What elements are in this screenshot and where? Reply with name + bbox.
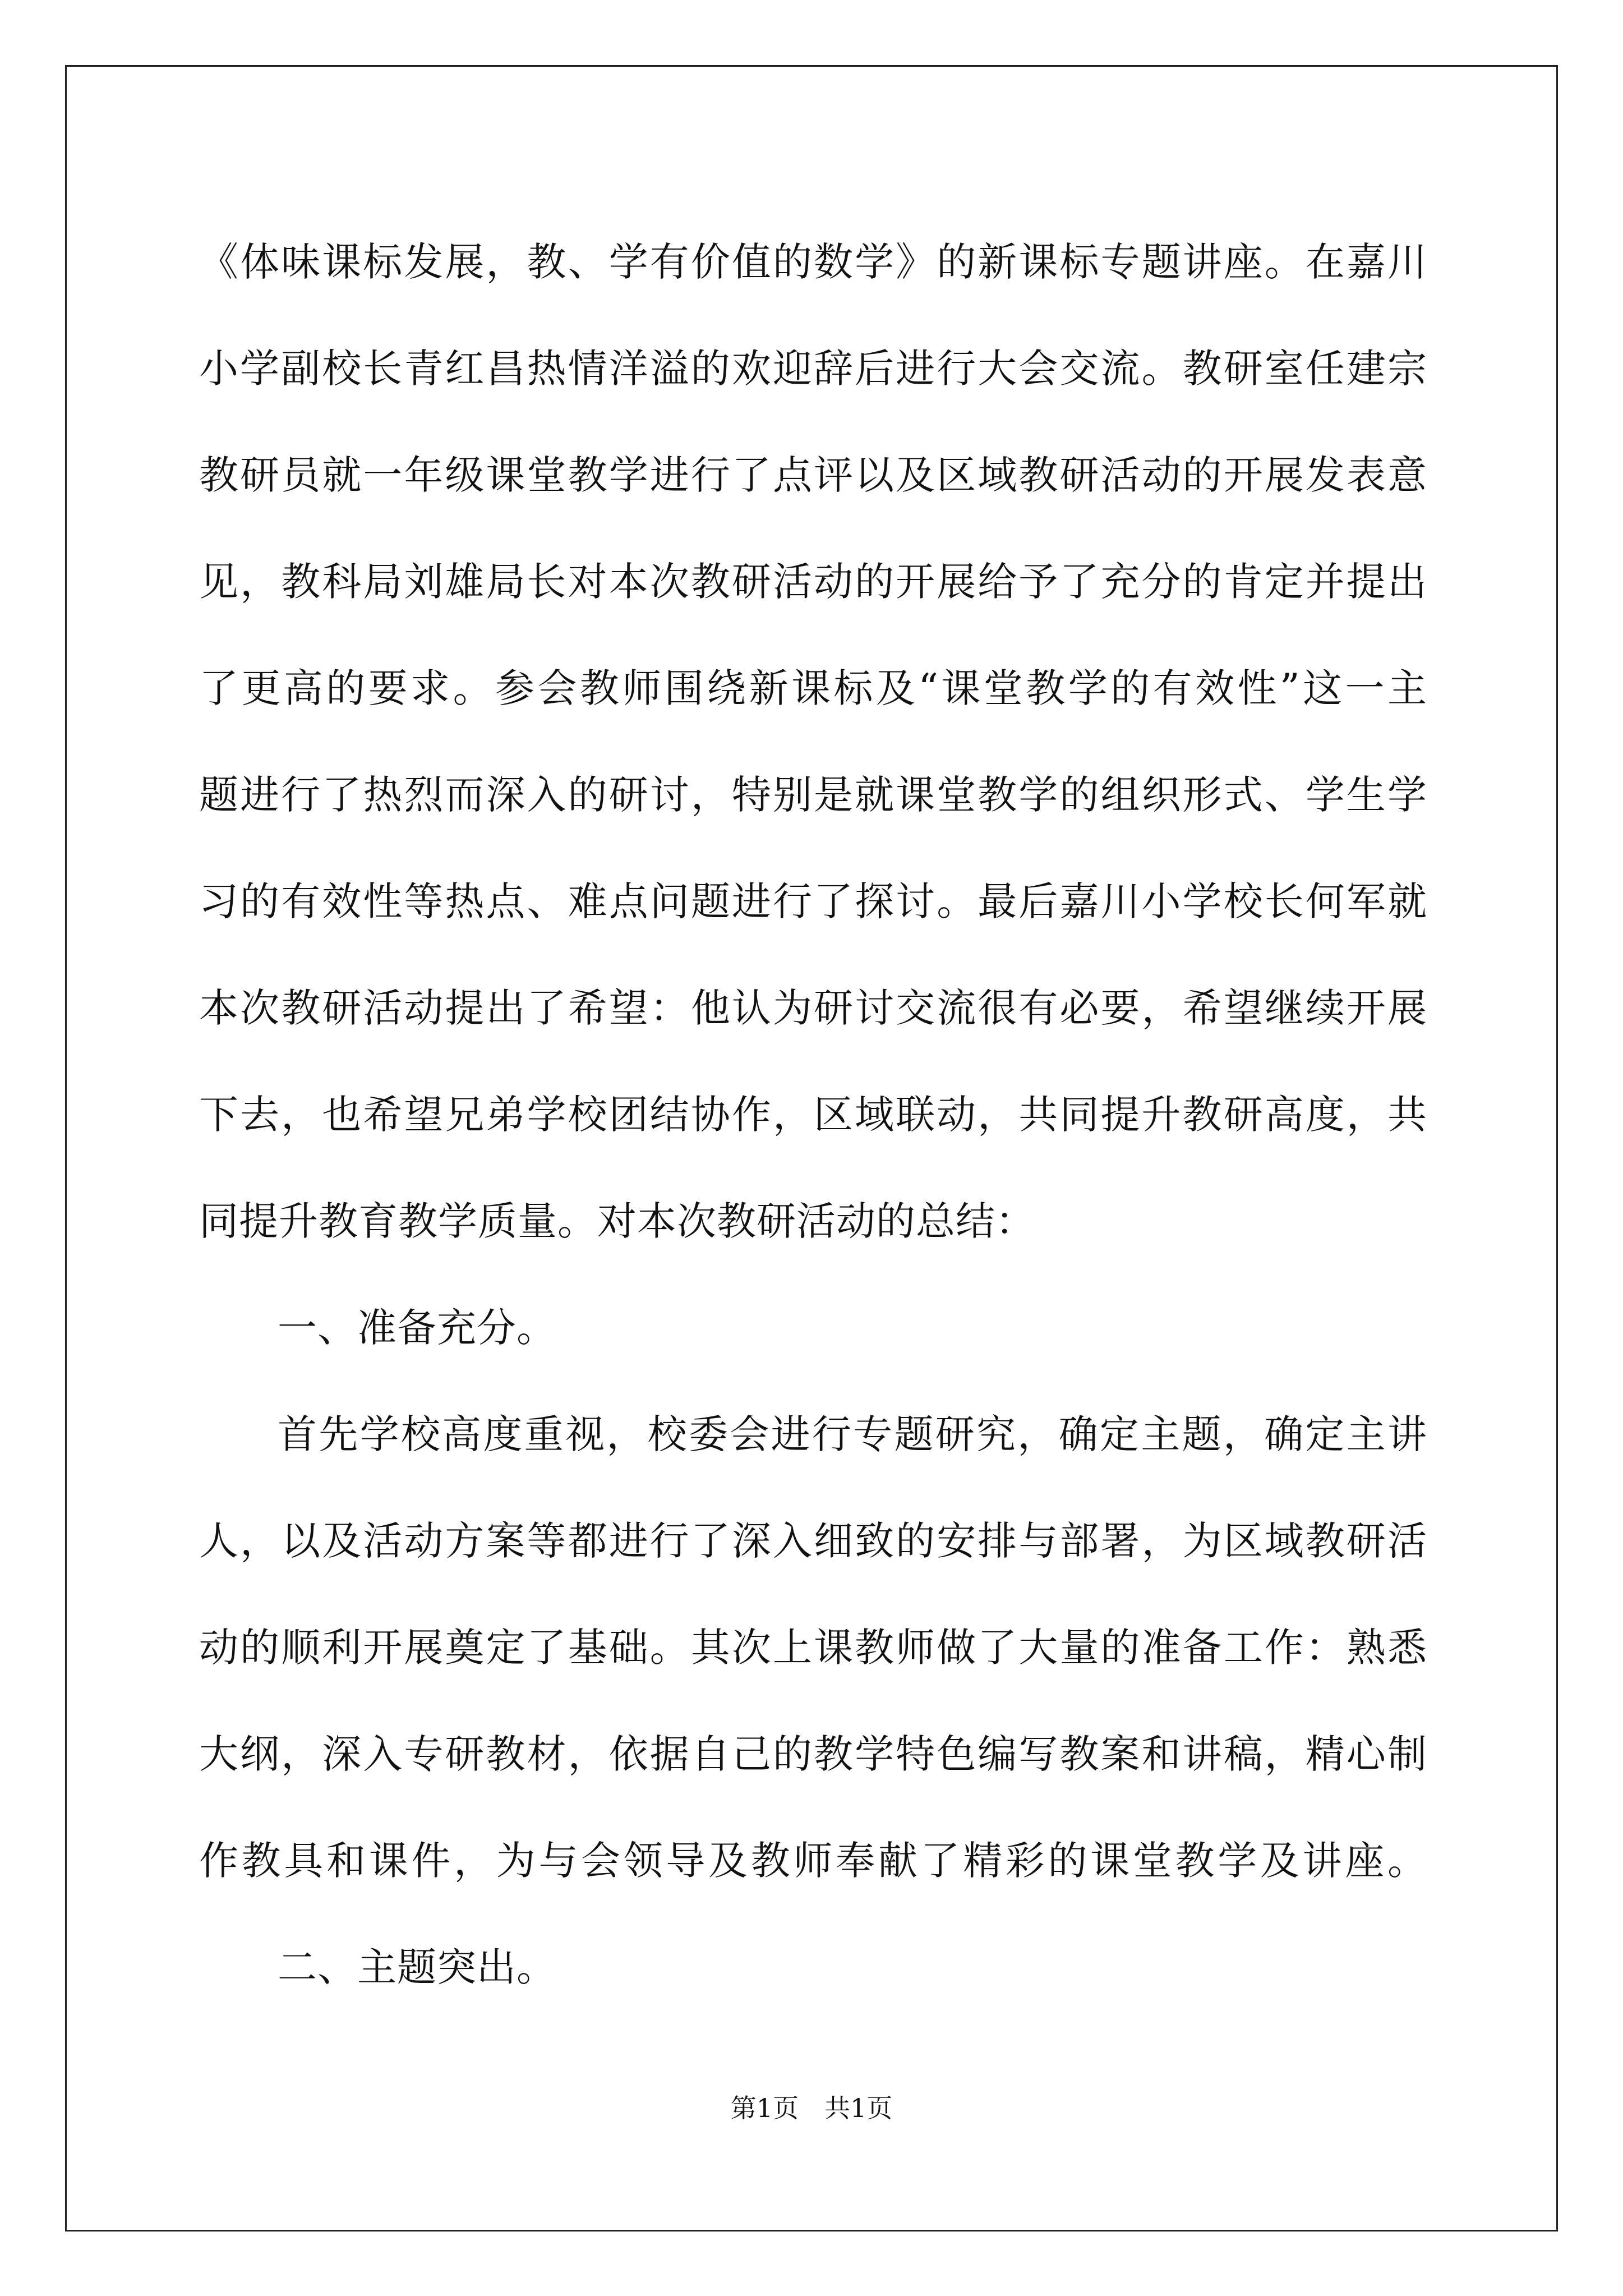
- text-line: 下去，也希望兄弟学校团结协作，区域联动，共同提升教研高度，共: [199, 1092, 1427, 1138]
- text-line: 一、准备充分。: [278, 1305, 556, 1351]
- text-line: 本次教研活动提出了希望：他认为研讨交流很有必要，希望继续开展: [199, 985, 1427, 1031]
- text-line: 见，教科局刘雄局长对本次教研活动的开展给予了充分的肯定并提出: [199, 559, 1427, 605]
- text-line: 二、主题突出。: [278, 1944, 556, 1990]
- text-line: 《体味课标发展，教、学有价值的数学》的新课标专题讲座。在嘉川: [199, 239, 1427, 285]
- text-line: 习的有效性等热点、难点问题进行了探讨。最后嘉川小学校长何军就: [199, 878, 1427, 924]
- text-line: 小学副校长青红昌热情洋溢的欢迎辞后进行大会交流。教研室任建宗: [199, 346, 1427, 392]
- text-line: 首先学校高度重视，校委会进行专题研究，确定主题，确定主讲: [278, 1411, 1427, 1457]
- text-line: 人，以及活动方案等都进行了深入细致的安排与部署，为区域教研活: [199, 1518, 1427, 1564]
- text-line: 题进行了热烈而深入的研讨，特别是就课堂教学的组织形式、学生学: [199, 772, 1427, 818]
- text-line: 作教具和课件，为与会领导及教师奉献了精彩的课堂教学及讲座。: [199, 1838, 1427, 1884]
- text-line: 了更高的要求。参会教师围绕新课标及“课堂教学的有效性”这一主: [199, 665, 1427, 711]
- text-line: 教研员就一年级课堂教学进行了点评以及区域教研活动的开展发表意: [199, 452, 1427, 498]
- text-line: 大纲，深入专研教材，依据自己的教学特色编写教案和讲稿，精心制: [199, 1731, 1427, 1777]
- document-body: [199, 209, 1427, 2021]
- page-footer: 第1页 共1页: [730, 2093, 893, 2123]
- text-line: 同提升教育教学质量。对本次教研活动的总结：: [199, 1198, 1035, 1244]
- text-line: 动的顺利开展奠定了基础。其次上课教师做了大量的准备工作：熟悉: [199, 1625, 1427, 1671]
